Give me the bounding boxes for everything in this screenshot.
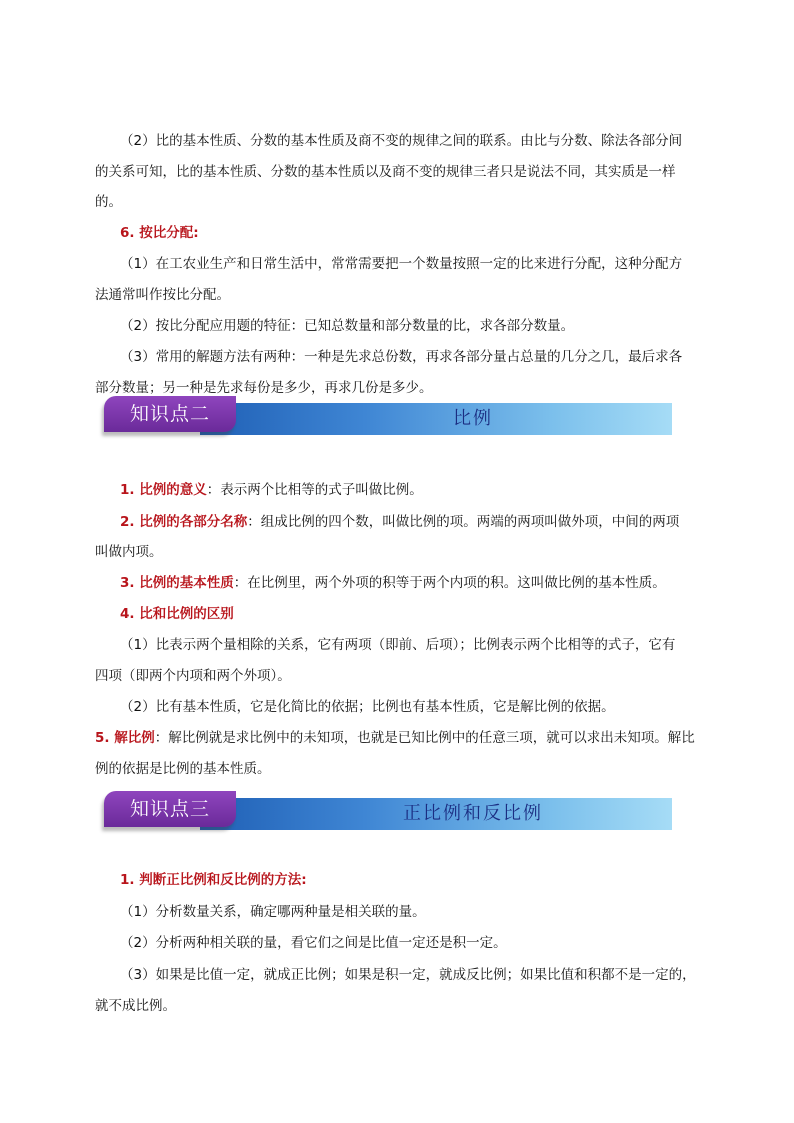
- paragraph-line: 法通常叫作按比分配。: [95, 287, 230, 303]
- paragraph-line: （2）按比分配应用题的特征：已知总数量和部分数量的比，求各部分数量。: [120, 318, 575, 334]
- definition-line: [95, 728, 695, 748]
- section-banner: [104, 791, 672, 833]
- banner-tag: 知识点二: [104, 396, 236, 432]
- paragraph-line: 的关系可知，比的基本性质、分数的基本性质以及商不变的规律三者只是说法不同，其实质是一样: [95, 164, 676, 180]
- term-text: ：表示两个比相等的式子叫做比例。: [206, 482, 423, 498]
- paragraph-line: 就不成比例。: [95, 998, 176, 1014]
- definition-line: [120, 573, 666, 593]
- paragraph-line: （3）如果是比值一定，就成正比例；如果是积一定，就成反比例；如果比值和积都不是一定的，: [120, 967, 696, 983]
- term-text: ：在比例里，两个外项的积等于两个内项的积。这叫做比例的基本性质。: [233, 575, 666, 591]
- section-heading: 4. 比和比例的区别: [120, 606, 234, 622]
- paragraph-line: 叫做内项。: [95, 544, 163, 560]
- paragraph-line: （3）常用的解题方法有两种：一种是先求总份数，再求各部分量占总量的几分之几，最后求各: [120, 349, 683, 365]
- term-heading: 2. 比例的各部分名称: [120, 514, 248, 530]
- definition-line: [120, 480, 423, 500]
- term-text: ：组成比例的四个数，叫做比例的项。两端的两项叫做外项，中间的两项: [247, 514, 680, 530]
- paragraph-line: （1）分析数量关系，确定哪两种量是相关联的量。: [120, 904, 426, 920]
- section-heading: 1. 判断正比例和反比例的方法:: [120, 872, 307, 888]
- paragraph-line: （1）比表示两个量相除的关系，它有两项（即前、后项）；比例表示两个比相等的式子，它有: [120, 637, 676, 653]
- section-heading: 6. 按比分配:: [120, 225, 199, 241]
- paragraph-line: （2）比有基本性质，它是化简比的依据；比例也有基本性质，它是解比例的依据。: [120, 699, 615, 715]
- banner-title: 正比例和反比例: [403, 803, 543, 824]
- term-heading: 5. 解比例: [95, 730, 155, 746]
- term-heading: 3. 比例的基本性质: [120, 575, 234, 591]
- section-banner: [104, 396, 672, 438]
- paragraph-line: （1）在工农业生产和日常生活中，常常需要把一个数量按照一定的比来进行分配，这种分配方: [120, 256, 683, 272]
- paragraph-line: （2）分析两种相关联的量，看它们之间是比值一定还是积一定。: [120, 935, 507, 951]
- paragraph-line: 部分数量；另一种是先求每份是多少，再求几份是多少。: [95, 380, 433, 396]
- paragraph-line: （2）比的基本性质、分数的基本性质及商不变的规律之间的联系。由比与分数、除法各部分间: [120, 133, 683, 149]
- term-text: ：解比例就是求比例中的未知项，也就是已知比例中的任意三项，就可以求出未知项。解比: [154, 730, 695, 746]
- term-heading: 1. 比例的意义: [120, 482, 207, 498]
- banner-tag: 知识点三: [104, 791, 236, 827]
- definition-line: [120, 512, 679, 532]
- paragraph-line: 的。: [95, 194, 122, 210]
- banner-title: 比例: [453, 408, 493, 429]
- paragraph-line: 例的依据是比例的基本性质。: [95, 761, 271, 777]
- paragraph-line: 四项（即两个内项和两个外项）。: [95, 668, 291, 684]
